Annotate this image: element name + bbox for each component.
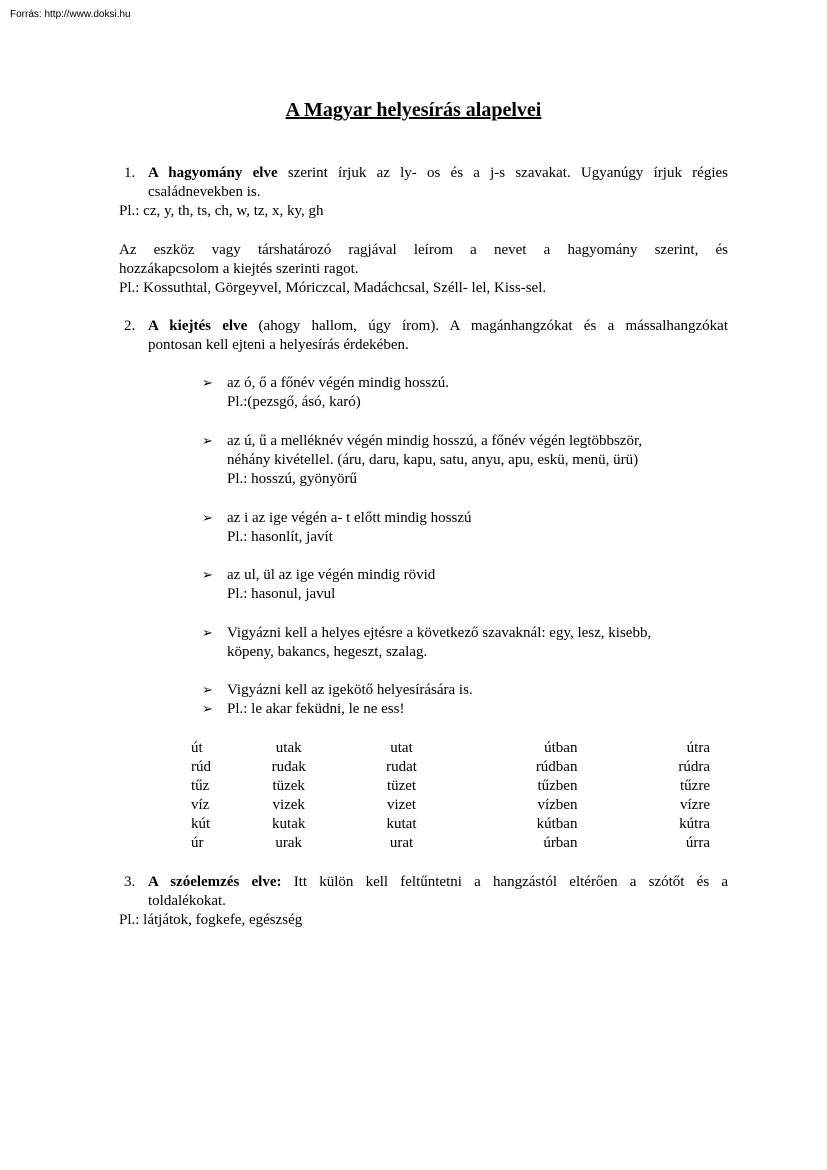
bullet-5-line-2: köpeny, bakancs, hegeszt, szalag.	[227, 644, 428, 660]
section-2-line-2: pontosan kell ejteni a helyesírás érdekében.	[148, 337, 409, 353]
table-cell: vizet	[386, 797, 417, 813]
section-1-number: 1.	[124, 165, 136, 181]
paragraph-line-1: Az eszköz vagy társhatározó ragjával leírom a nevet a hagyomány szerint, és	[119, 242, 728, 258]
table-cell: utak	[275, 740, 302, 756]
arrow-bullet-icon: ➢	[202, 511, 213, 526]
table-row	[150, 758, 710, 777]
paragraph-example: Pl.: Kossuthtal, Görgeyvel, Móriczcal, Madáchcsal, Széll- lel, Kiss-sel.	[119, 280, 547, 296]
table-cell: rúdra	[678, 759, 710, 775]
bullet-3-line-1: az i az ige végén a- t előtt mindig hosszú	[227, 510, 472, 526]
section-2-number: 2.	[124, 318, 136, 334]
arrow-bullet-icon: ➢	[202, 626, 213, 641]
section-3-example: Pl.: látjátok, fogkefe, egészség	[119, 912, 303, 928]
page-title: A Magyar helyesírás alapelvei	[285, 99, 542, 121]
section-3-line-2: toldalékokat.	[148, 893, 226, 909]
table-row	[150, 834, 710, 853]
table-cell: úrra	[685, 835, 710, 851]
table-cell: kútra	[679, 816, 710, 832]
table-row	[150, 739, 710, 758]
source-label: Forrás: http://www.doksi.hu	[10, 9, 131, 20]
table-cell: tüzet	[386, 778, 417, 794]
table-cell: tűzre	[680, 778, 710, 794]
section-1-heading: A hagyomány elve	[148, 165, 278, 181]
section-1-example: Pl.: cz, y, th, ts, ch, w, tz, x, ky, gh	[119, 203, 324, 219]
table-cell: urak	[275, 835, 303, 851]
table-cell: kutat	[386, 816, 417, 832]
section-1-text: szerint írjuk az ly- os és a j-s szavakat. Ugyanúgy írjuk régies	[277, 165, 728, 181]
bullet-4-line-2: Pl.: hasonul, javul	[227, 586, 336, 602]
bullet-4-line-1: az ul, ül az ige végén mindig rövid	[227, 567, 436, 583]
table-cell: rudak	[271, 759, 306, 775]
table-cell: út	[191, 740, 203, 756]
arrow-bullet-icon: ➢	[202, 434, 213, 449]
table-cell: utat	[390, 740, 413, 756]
bullet-5-line-1: Vigyázni kell a helyes ejtésre a következő szavaknál: egy, lesz, kisebb,	[227, 625, 652, 641]
section-2-text: (ahogy hallom, úgy írom). A magánhangzókat és a mássalhangzókat	[247, 318, 729, 334]
table-cell: kút	[191, 816, 211, 832]
section-2-line-1	[148, 317, 728, 336]
table-cell: vizek	[272, 797, 305, 813]
table-cell: urat	[389, 835, 414, 851]
table-cell: kútban	[536, 816, 578, 832]
table-row	[150, 815, 710, 834]
paragraph-line-2: hozzákapcsolom a kiejtés szerinti ragot.	[119, 261, 359, 277]
section-3-text: Itt külön kell feltűntetni a hangzástól eltérően a szótőt és a	[281, 874, 729, 890]
table-cell: tűzben	[537, 778, 578, 794]
bullet-1-line-2: Pl.:(pezsgő, ásó, karó)	[227, 394, 361, 410]
section-1-line-1	[148, 164, 728, 183]
bullet-7-line-1: Pl.: le akar feküdni, le ne ess!	[227, 701, 405, 717]
table-cell: vízben	[537, 797, 578, 813]
arrow-bullet-icon: ➢	[202, 376, 213, 391]
table-cell: kutak	[272, 816, 306, 832]
table-row	[150, 796, 710, 815]
declension-table	[150, 739, 710, 853]
bullet-2-line-3: Pl.: hosszú, gyönyörű	[227, 471, 358, 487]
table-cell: víz	[191, 797, 210, 813]
section-1-line-2: családnevekben is.	[148, 184, 261, 200]
table-row	[150, 777, 710, 796]
arrow-bullet-icon: ➢	[202, 702, 213, 717]
bullet-3-line-2: Pl.: hasonlít, javít	[227, 529, 333, 545]
table-cell: tűz	[191, 778, 210, 794]
table-cell: útban	[544, 740, 578, 756]
table-cell: rúdban	[535, 759, 578, 775]
bullet-2-line-2: néhány kivétellel. (áru, daru, kapu, satu, anyu, apu, eskü, menü, ürü)	[227, 452, 639, 468]
table-cell: rúd	[191, 759, 211, 775]
section-2-heading: A kiejtés elve	[148, 318, 248, 334]
bullet-6-line-1: Vigyázni kell az igekötő helyesírására is.	[227, 682, 473, 698]
arrow-bullet-icon: ➢	[202, 568, 213, 583]
section-3-number: 3.	[124, 874, 136, 890]
table-cell: tüzek	[272, 778, 305, 794]
section-3-heading: A szóelemzés elve:	[148, 874, 282, 890]
table-cell: rudat	[386, 759, 417, 775]
bullet-1-line-1: az ó, ő a főnév végén mindig hosszú.	[227, 375, 450, 391]
table-cell: úrban	[543, 835, 578, 851]
table-cell: útra	[686, 740, 710, 756]
table-cell: úr	[191, 835, 204, 851]
bullet-2-line-1: az ú, ű a melléknév végén mindig hosszú, a főnév végén legtöbbször,	[227, 433, 643, 449]
arrow-bullet-icon: ➢	[202, 683, 213, 698]
section-3-line-1	[148, 873, 728, 892]
table-cell: vízre	[680, 797, 710, 813]
